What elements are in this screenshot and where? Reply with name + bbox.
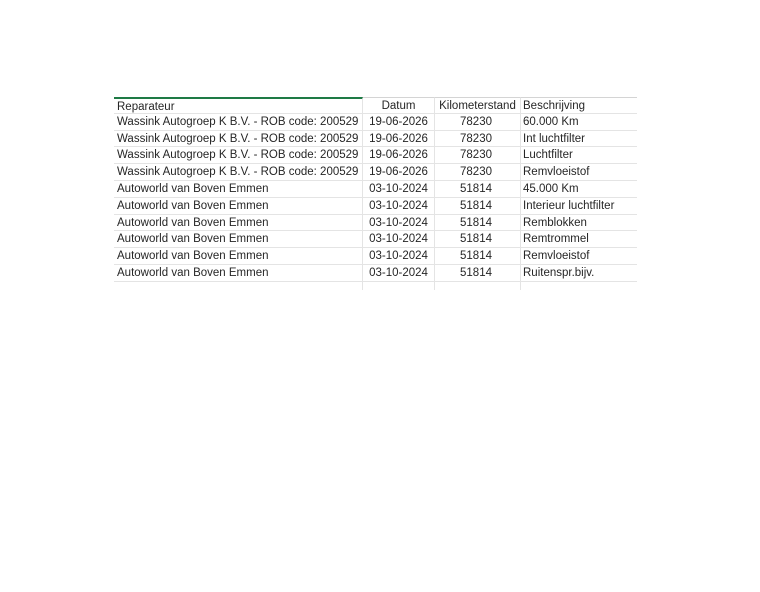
cell-datum[interactable]: 03-10-2024 [363,215,435,232]
empty-cell[interactable] [363,282,435,290]
cell-reparateur[interactable]: Wassink Autogroep K B.V. - ROB code: 200529 [114,147,363,164]
cell-kilometerstand[interactable]: 78230 [435,147,521,164]
table-row [114,231,637,248]
cell-datum[interactable]: 03-10-2024 [363,248,435,265]
table-row [114,248,637,265]
cell-beschrijving[interactable]: Interieur luchtfilter [521,198,637,215]
empty-row [114,282,637,290]
cell-datum[interactable]: 03-10-2024 [363,198,435,215]
empty-cell[interactable] [114,282,363,290]
cell-kilometerstand[interactable]: 51814 [435,215,521,232]
header-datum[interactable]: Datum [363,97,435,114]
table-row [114,265,637,282]
cell-kilometerstand[interactable]: 78230 [435,164,521,181]
cell-kilometerstand[interactable]: 51814 [435,231,521,248]
empty-cell[interactable] [521,282,637,290]
table-row [114,114,637,131]
cell-reparateur[interactable]: Autoworld van Boven Emmen [114,231,363,248]
cell-kilometerstand[interactable]: 78230 [435,114,521,131]
header-kilometerstand[interactable]: Kilometerstand [435,97,521,114]
cell-reparateur[interactable]: Autoworld van Boven Emmen [114,215,363,232]
cell-beschrijving[interactable]: Ruitenspr.bijv. [521,265,637,282]
cell-datum[interactable]: 19-06-2026 [363,114,435,131]
cell-reparateur[interactable]: Wassink Autogroep K B.V. - ROB code: 200529 [114,114,363,131]
cell-beschrijving[interactable]: Luchtfilter [521,147,637,164]
cell-reparateur[interactable]: Wassink Autogroep K B.V. - ROB code: 200529 [114,164,363,181]
cell-kilometerstand[interactable]: 51814 [435,198,521,215]
header-row [114,97,637,114]
cell-kilometerstand[interactable]: 78230 [435,131,521,148]
cell-datum[interactable]: 03-10-2024 [363,265,435,282]
cell-datum[interactable]: 19-06-2026 [363,131,435,148]
cell-beschrijving[interactable]: Remblokken [521,215,637,232]
cell-kilometerstand[interactable]: 51814 [435,181,521,198]
cell-datum[interactable]: 19-06-2026 [363,164,435,181]
table-row [114,147,637,164]
cell-reparateur[interactable]: Autoworld van Boven Emmen [114,248,363,265]
table-row [114,198,637,215]
table-row [114,181,637,198]
cell-kilometerstand[interactable]: 51814 [435,265,521,282]
cell-reparateur[interactable]: Autoworld van Boven Emmen [114,181,363,198]
header-reparateur[interactable]: Reparateur [114,97,363,114]
spreadsheet-table [114,97,637,290]
cell-reparateur[interactable]: Autoworld van Boven Emmen [114,198,363,215]
cell-datum[interactable]: 19-06-2026 [363,147,435,164]
cell-datum[interactable]: 03-10-2024 [363,231,435,248]
cell-beschrijving[interactable]: 45.000 Km [521,181,637,198]
cell-reparateur[interactable]: Wassink Autogroep K B.V. - ROB code: 200529 [114,131,363,148]
cell-beschrijving[interactable]: 60.000 Km [521,114,637,131]
header-beschrijving[interactable]: Beschrijving [521,97,637,114]
cell-reparateur[interactable]: Autoworld van Boven Emmen [114,265,363,282]
empty-cell[interactable] [435,282,521,290]
table-row [114,131,637,148]
table-row [114,215,637,232]
cell-beschrijving[interactable]: Remvloeistof [521,164,637,181]
cell-beschrijving[interactable]: Remvloeistof [521,248,637,265]
cell-datum[interactable]: 03-10-2024 [363,181,435,198]
cell-beschrijving[interactable]: Remtrommel [521,231,637,248]
table-row [114,164,637,181]
cell-kilometerstand[interactable]: 51814 [435,248,521,265]
cell-beschrijving[interactable]: Int luchtfilter [521,131,637,148]
